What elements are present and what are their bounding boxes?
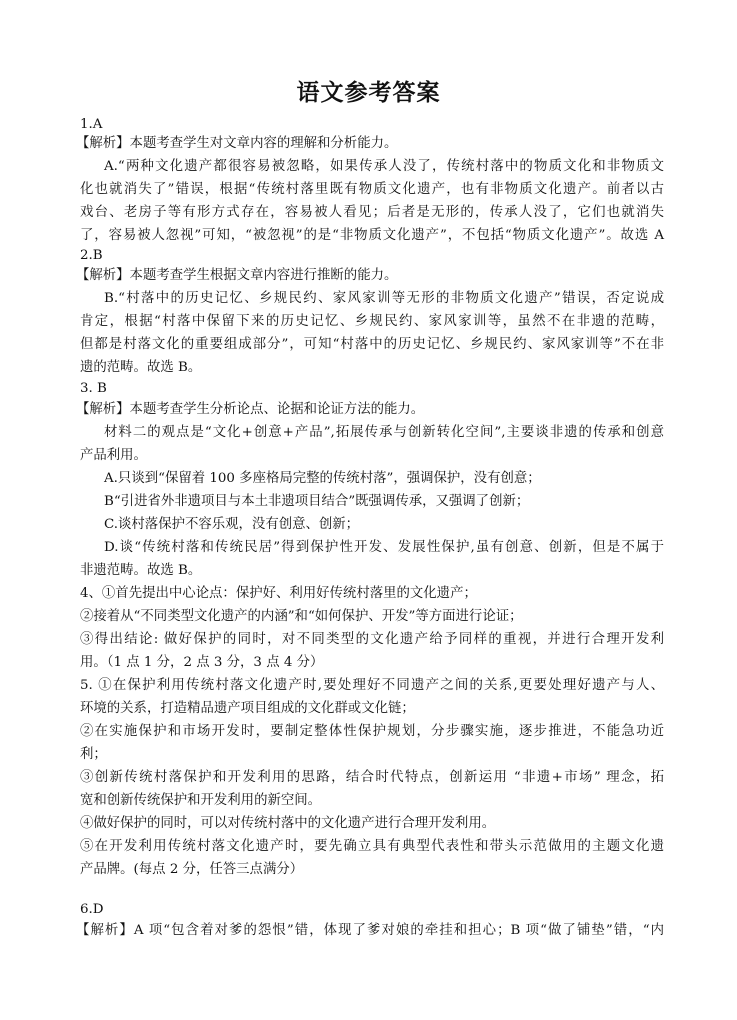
analysis-heading-2: 【解析】本题考查学生根据文章内容进行推断的能力。: [76, 268, 398, 283]
analysis-heading-1: 【解析】本题考查学生对文章内容的理解和分析能力。: [76, 136, 398, 151]
option-d-analysis: D.谈“传统村落和传统民居”得到保护性开发、发展性保护,虽有创意、创新，但是不属于: [104, 540, 664, 555]
answer-5-point-5: ⑤在开发利用传统村落文化遗产时，要先确立具有典型代表性和带头示范做用的主题文化遗: [80, 839, 664, 854]
analysis-line: 但都是村落文化的重要组成部分”，可知“村落中的历史记忆、乡规民约、家风家训等”不在非: [80, 337, 664, 352]
answer-4-point-1: 4、①首先提出中心论点：保护好、利用好传统村落里的文化遗产；: [80, 586, 477, 601]
analysis-line: 材料二的观点是“文化+创意+产品”,拓展传承与创新转化空间”,主要谈非遗的传承和创意: [104, 425, 664, 440]
answer-5-point-1: 5. ①在保护利用传统村落文化遗产时,要处理好不同遗产之间的关系,更要处理好遗产与人、: [80, 678, 664, 693]
analysis-line: A.“两种文化遗产都很容易被忽略，如果传承人没了，传统村落中的物质文化和非物质文: [104, 159, 664, 174]
analysis-line: 非遗范畴。故选 B。: [80, 563, 202, 578]
analysis-line: 产品利用。: [80, 448, 147, 463]
analysis-heading-6: 【解析】A 项“包含着对爹的怨恨”错，体现了爹对娘的牵挂和担心；B 项“做了铺垫”错，“内: [76, 923, 664, 938]
analysis-line: B.“村落中的历史记忆、乡规民约、家风家训等无形的非物质文化遗产”错误，否定说成: [104, 291, 664, 306]
answer-5-point-3: ③创新传统村落保护和开发利用的思路，结合时代特点，创新运用 “非遗+市场” 理念，拓: [80, 770, 664, 785]
page-title: 语文参考答案: [296, 80, 441, 106]
answer-5-line: 宽和创新传统保护和开发利用的新空间。: [80, 793, 322, 808]
answer-number-2: 2.B: [80, 248, 103, 263]
option-a-analysis: A.只谈到“保留着 100 多座格局完整的传统村落”，强调保护，没有创意；: [104, 471, 541, 486]
analysis-line: 了，容易被人忽视”可知，“被忽视”的是“非物质文化遗产”，不包括“物质文化遗产”。故选 A: [80, 228, 664, 243]
answer-4-scoring: 用。（1 点 1 分，2 点 3 分，3 点 4 分）: [80, 655, 324, 670]
answer-5-line: 利；: [80, 747, 107, 762]
answer-number-6: 6.D: [80, 902, 104, 917]
answer-5-point-2: ②在实施保护和市场开发时，要制定整体性保护规划，分步骤实施，逐步推进，不能急功近: [80, 724, 664, 739]
answer-5-scoring: 产品牌。(每点 2 分，任答三点满分）: [80, 862, 304, 877]
answer-number-1: 1.A: [80, 117, 103, 132]
option-c-analysis: C.谈村落保护不容乐观，没有创意、创新；: [104, 517, 360, 532]
analysis-line: 遗的范畴。故选 B。: [80, 360, 202, 375]
answer-4-point-2: ②接着从“不同类型文化遗产的内涵”和“如何保护、开发”等方面进行论证；: [80, 609, 523, 624]
answer-4-point-3: ③得出结论: 做好保护的同时，对不同类型的文化遗产给予同样的重视，并进行合理开发利: [80, 632, 664, 647]
analysis-line: 肯定，根据“村落中保留下来的历史记忆、乡规民约、家风家训等，虽然不在非遗的范畴，: [80, 314, 664, 329]
answer-number-3: 3. B: [80, 381, 107, 396]
analysis-line: 化也就消失了”错误，根据“传统村落里既有物质文化遗产，也有非物质文化遗产。前者以古: [80, 182, 664, 197]
analysis-heading-3: 【解析】本题考查学生分析论点、论据和论证方法的能力。: [76, 402, 425, 417]
answer-5-point-4: ④做好保护的同时，可以对传统村落中的文化遗产进行合理开发利用。: [80, 816, 496, 831]
option-b-analysis: B“引进省外非遗项目与本土非遗项目结合”既强调传承，又强调了创新；: [104, 494, 530, 509]
analysis-line: 戏台、老房子等有形方式存在，容易被人看见；后者是无形的，传承人没了，它们也就消失: [80, 205, 664, 220]
answer-5-line: 环境的关系，打造精品遗产项目组成的文化群或文化链；: [80, 701, 415, 716]
